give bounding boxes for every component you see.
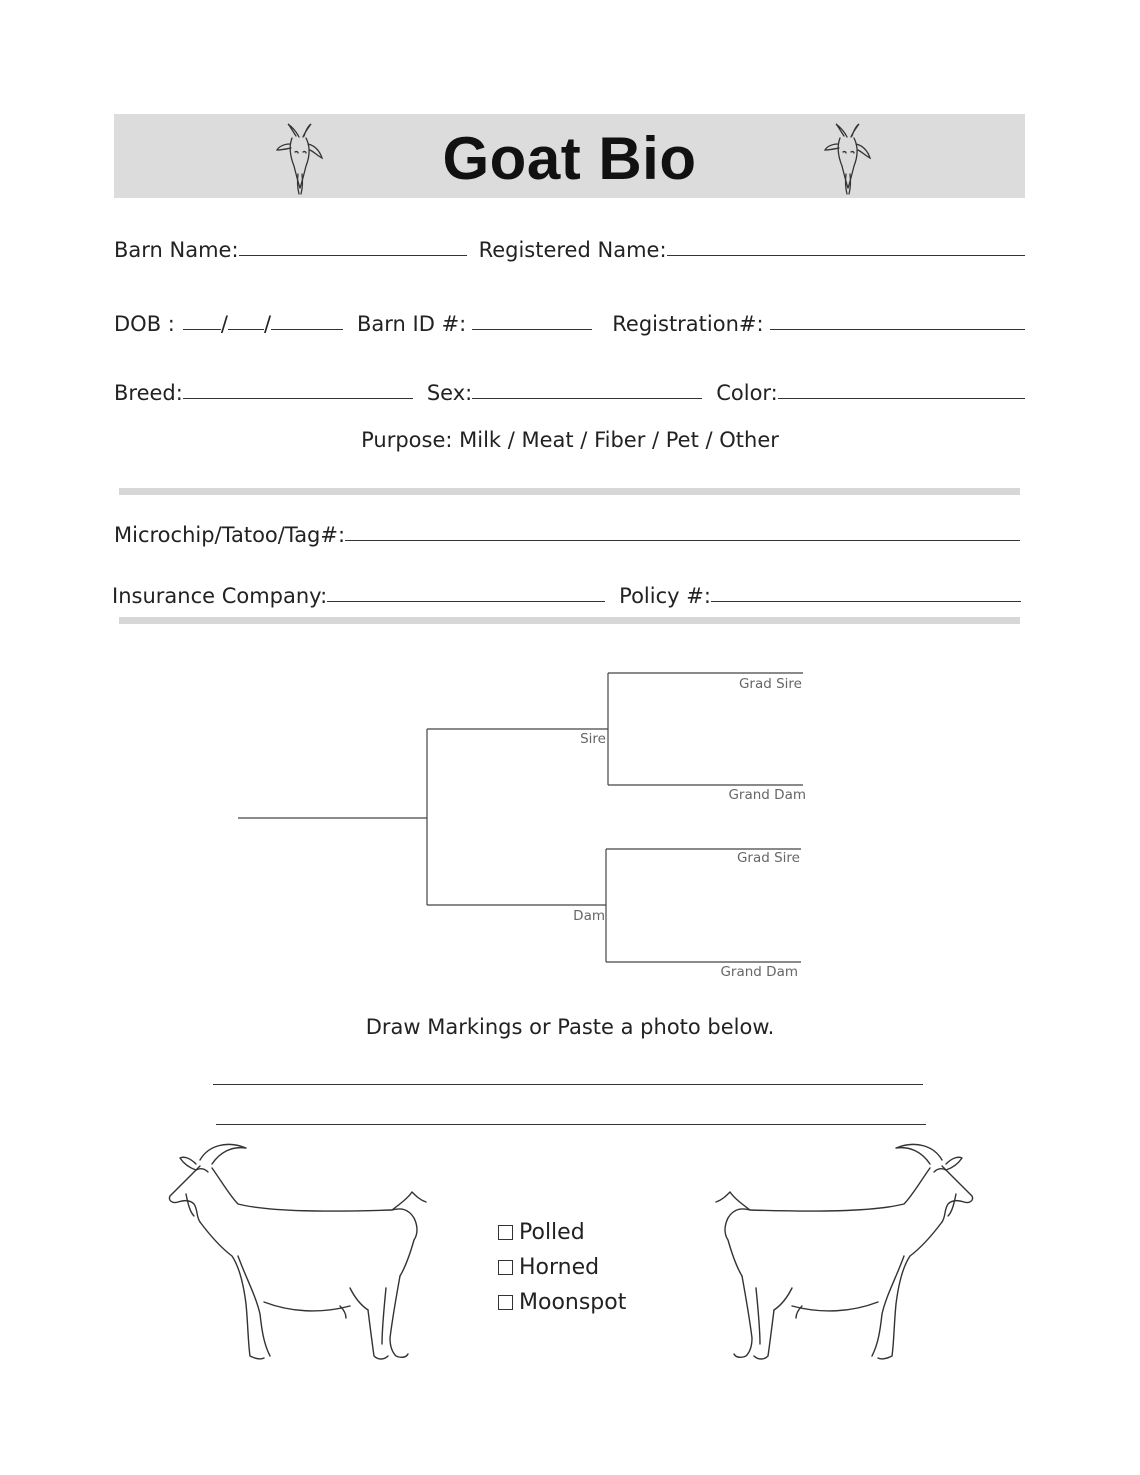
registration-label: Registration#: bbox=[612, 312, 764, 336]
dam-grand-dam-label: Grand Dam bbox=[720, 964, 798, 980]
checkbox[interactable] bbox=[498, 1225, 513, 1240]
sire-grand-dam-label: Grand Dam bbox=[728, 787, 806, 803]
markings-instruction: Draw Markings or Paste a photo below. bbox=[365, 1015, 775, 1039]
microchip-label: Microchip/Tatoo/Tag#: bbox=[114, 523, 346, 547]
goat-illustration-icon bbox=[712, 1138, 982, 1366]
option-label: Moonspot bbox=[519, 1289, 627, 1315]
goat-illustration-icon bbox=[160, 1138, 430, 1366]
dam-grand-sire-label: Grad Sire bbox=[736, 850, 800, 866]
option-label: Polled bbox=[519, 1219, 585, 1245]
checkbox[interactable] bbox=[498, 1260, 513, 1275]
dam-label: Dam bbox=[573, 908, 605, 924]
checkbox[interactable] bbox=[498, 1295, 513, 1310]
dob-separator: / bbox=[263, 312, 272, 336]
sire-label: Sire bbox=[580, 731, 606, 747]
sex-label: Sex: bbox=[426, 381, 473, 405]
page-title: Goat Bio bbox=[442, 125, 697, 192]
option-moonspot[interactable] bbox=[498, 1287, 626, 1317]
barn-name-label: Barn Name: bbox=[114, 238, 239, 262]
markings-line[interactable] bbox=[216, 1124, 926, 1125]
option-label: Horned bbox=[519, 1254, 600, 1280]
markings-line[interactable] bbox=[213, 1084, 923, 1085]
color-label: Color: bbox=[716, 381, 778, 405]
policy-label: Policy #: bbox=[619, 584, 711, 608]
barn-id-label: Barn ID #: bbox=[357, 312, 467, 336]
purpose-line: Purpose: Milk / Meat / Fiber / Pet / Other bbox=[361, 428, 779, 452]
registered-name-label: Registered Name: bbox=[478, 238, 667, 262]
option-horned[interactable] bbox=[498, 1252, 599, 1282]
insurance-company-label: Insurance Company: bbox=[112, 584, 328, 608]
dob-separator: / bbox=[220, 312, 228, 336]
dob-label: DOB : bbox=[114, 312, 175, 336]
option-polled[interactable] bbox=[498, 1217, 585, 1247]
breed-label: Breed: bbox=[114, 381, 183, 405]
sire-grand-sire-label: Grad Sire bbox=[738, 676, 802, 692]
